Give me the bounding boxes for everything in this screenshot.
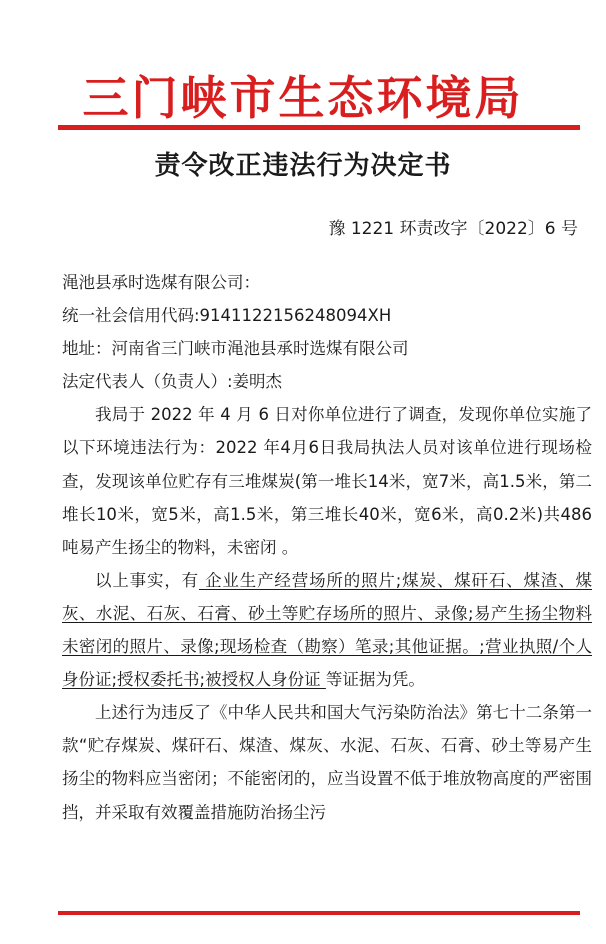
evidence-closing: 等证据为凭。: [325, 670, 425, 690]
footer-red-rule: [58, 911, 580, 915]
document-number: 豫 1221 环责改字〔2022〕6 号: [328, 219, 578, 239]
investigation-paragraph: 我局于 2022 年 4 月 6 日对你单位进行了调查，发现你单位实施了以下环境违法行为：2022 年4月6日我局执法人员对该单位进行现场检查，发现该单位贮存有三堆煤炭(第一堆长14米，宽7米，高1.5米，第二堆长10米，宽5米，高1.5米，第三堆长40米，宽6米，高0.2米)共486吨易产生扬尘的物料，未密闭 。: [62, 405, 592, 557]
evidence-intro: 以上事实，有: [95, 570, 200, 590]
evidence-list: 企业生产经营场所的照片;煤炭、煤矸石、煤渣、煤灰、水泥、石灰、石膏、砂土等贮存场所的照片、录像;易产生扬尘物料未密闭的照片、录像;现场检查（勘察）笔录;其他证据。;营业执照/个人身份证;授权委托书;被授权人身份证: [62, 570, 593, 690]
document-body: [62, 266, 592, 829]
document-title: 责令改正违法行为决定书: [154, 151, 452, 181]
recipient-address: 地址：河南省三门峡市渑池县承时选煤有限公司: [62, 339, 409, 359]
recipient-credit-code: 统一社会信用代码:9141122156248094XH: [62, 306, 392, 326]
recipient-legal-representative: 法定代表人（负责人）:姜明杰: [62, 372, 283, 392]
evidence-paragraph: [62, 564, 592, 696]
issuing-agency-name: 三门峡市生态环境局: [82, 71, 524, 125]
legal-basis-paragraph: 上述行为违反了《中华人民共和国大气污染防治法》第七十二条第一款“贮存煤炭、煤矸石、煤渣、煤灰、水泥、石灰、石膏、砂土等易产生扬尘的物料应当密闭；不能密闭的，应当设置不低于堆放物高度的严密围挡，并采取有效覆盖措施防治扬尘污: [62, 703, 592, 822]
recipient-name: 渑池县承时选煤有限公司：: [62, 273, 260, 292]
header-red-rule: [58, 125, 580, 130]
